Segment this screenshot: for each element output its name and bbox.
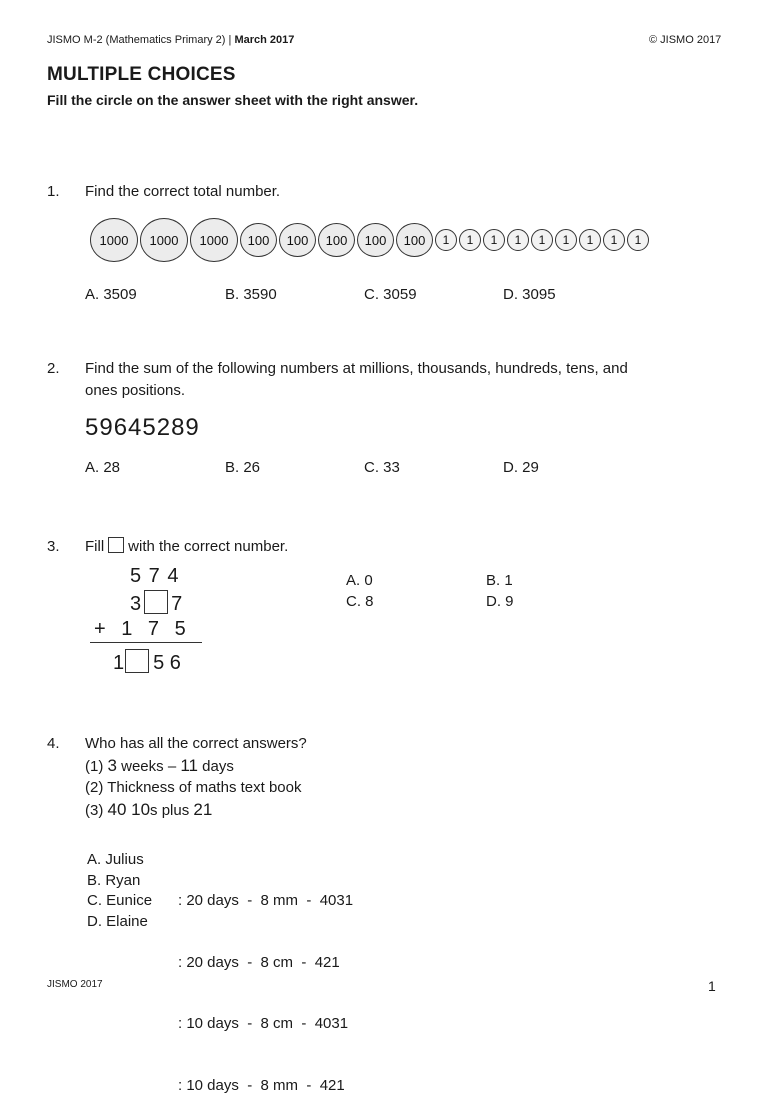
addend-3: + 1 7 5 — [94, 618, 186, 640]
question-1-text: Find the correct total number. — [85, 183, 281, 200]
q4-item-1: (1) 3 weeks – 11 days — [85, 756, 234, 775]
number-display: 59645289 — [85, 414, 200, 441]
coin-1: 1 — [603, 229, 625, 251]
coin-100: 100 — [240, 223, 277, 257]
page-number: 1 — [708, 978, 716, 994]
q4-option-c-value: : 10 days - 8 cm - 4031 — [178, 1015, 349, 1032]
q3-option-c: C. 8 — [346, 593, 374, 610]
coin-row — [90, 218, 651, 262]
coin-1000: 1000 — [140, 218, 188, 262]
blank-box-icon — [108, 537, 124, 553]
question-4-text: Who has all the correct answers? — [85, 735, 307, 752]
q2-option-b: B. 26 — [225, 459, 261, 476]
q4-item-3: (3) 40 10s plus 21 — [85, 800, 213, 819]
sum-line — [90, 642, 202, 643]
coin-1: 1 — [483, 229, 505, 251]
q2-option-a: A. 28 — [85, 459, 121, 476]
coin-1: 1 — [459, 229, 481, 251]
question-3-text: Fill with the correct number. — [85, 538, 289, 555]
q1-option-d: D. 3095 — [503, 286, 556, 303]
coin-1: 1 — [555, 229, 577, 251]
q4-option-b-name: B. Ryan — [87, 871, 141, 889]
q4-options-values — [178, 850, 353, 1117]
question-4-number: 4. — [47, 735, 60, 752]
q4-option-a-value: : 20 days - 8 mm - 4031 — [178, 892, 354, 909]
header-left: JISMO M-2 (Mathematics Primary 2) | March 2017 — [47, 34, 295, 46]
blank-box-icon — [125, 649, 149, 673]
coin-1: 1 — [507, 229, 529, 251]
coin-1000: 1000 — [190, 218, 238, 262]
q4-option-d-value: : 10 days - 8 mm - 421 — [178, 1076, 345, 1094]
q4-option-a-name: A. Julius — [87, 851, 144, 868]
blank-box-icon — [144, 590, 168, 614]
q4-option-b-value: : 20 days - 8 cm - 421 — [178, 953, 340, 971]
question-2-number: 2. — [47, 360, 60, 377]
question-2-text: Find the sum of the following numbers at millions, thousands, hundreds, tens, and ones positions. — [85, 360, 628, 399]
addend-2: 3 7 — [130, 590, 182, 616]
q3-option-b: B. 1 — [486, 572, 513, 589]
section-instruction: Fill the circle on the answer sheet with the right answer. — [47, 92, 419, 108]
q1-option-a: A. 3509 — [85, 286, 137, 303]
coin-1000: 1000 — [90, 218, 138, 262]
header-right: © JISMO 2017 — [649, 34, 722, 46]
coin-1: 1 — [531, 229, 553, 251]
sum-row: 1 5 6 — [113, 649, 181, 675]
coin-100: 100 — [357, 223, 394, 257]
q3-option-a: A. 0 — [346, 572, 373, 589]
q2-option-c: C. 33 — [364, 459, 400, 476]
coin-100: 100 — [279, 223, 316, 257]
q4-item-2: (2) Thickness of maths text book — [85, 779, 302, 796]
coin-1: 1 — [435, 229, 457, 251]
question-3-number: 3. — [47, 538, 60, 555]
coin-100: 100 — [318, 223, 355, 257]
q4-options-names — [87, 850, 152, 932]
footer-text: JISMO 2017 — [47, 979, 103, 990]
addend-1: 5 7 4 — [130, 565, 179, 587]
coin-1: 1 — [579, 229, 601, 251]
q1-option-c: C. 3059 — [364, 286, 417, 303]
q4-option-c-name: C. Eunice — [87, 892, 153, 909]
q4-option-d-name: D. Elaine — [87, 912, 148, 930]
section-title: MULTIPLE CHOICES — [47, 64, 236, 85]
q1-option-b: B. 3590 — [225, 286, 277, 303]
coin-1: 1 — [627, 229, 649, 251]
q3-option-d: D. 9 — [486, 593, 514, 610]
coin-100: 100 — [396, 223, 433, 257]
question-1-number: 1. — [47, 183, 60, 200]
q2-option-d: D. 29 — [503, 459, 539, 476]
